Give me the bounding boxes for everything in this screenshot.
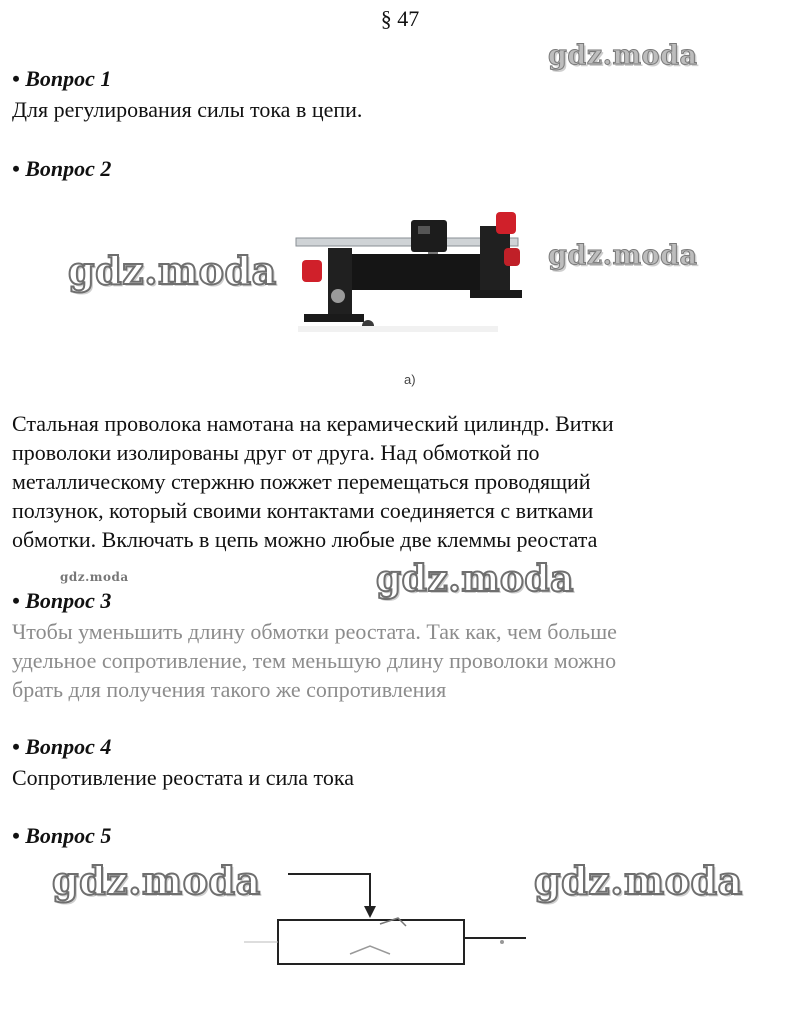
watermark: gdz.moda [548, 240, 698, 271]
answer-line: проволоки изолированы друг от друга. Над обмоткой по [12, 440, 540, 465]
rheostat-photo [258, 186, 548, 398]
question-4-answer: Сопротивление реостата и сила тока [12, 765, 354, 790]
answer-line: ползунок, который своими контактами соединяется с витками [12, 498, 594, 523]
rheostat-diagram [230, 862, 550, 972]
figure-label: а) [404, 372, 416, 387]
section-number: § 47 [380, 6, 420, 31]
question-1-label: • Вопрос 1 [12, 66, 112, 91]
question-3-label: • Вопрос 3 [12, 588, 112, 613]
answer-line: удельное сопротивление, тем меньшую длину проволоки можно [12, 648, 617, 673]
answer-line: брать для получения такого же сопротивления [12, 677, 447, 702]
watermark: gdz.moda [52, 858, 261, 903]
question-1-answer: Для регулирования силы тока в цепи. [12, 97, 363, 122]
watermark: gdz.moda [534, 858, 743, 903]
question-2-label: • Вопрос 2 [12, 156, 112, 181]
answer-line: Стальная проволока намотана на керамический цилиндр. Витки [12, 411, 614, 436]
answer-line: Чтобы уменьшить длину обмотки реостата. Так как, чем больше [12, 619, 617, 644]
watermark: gdz.moda [548, 40, 698, 71]
watermark-small: gdz.moda [60, 570, 129, 584]
answer-line: металлическому стержню пожжет перемещаться проводящий [12, 469, 591, 494]
answer-line: обмотки. Включать в цепь можно любые две клеммы реостата [12, 527, 598, 552]
question-2-answer [12, 409, 788, 554]
question-4-label: • Вопрос 4 [12, 734, 112, 759]
question-5-label: • Вопрос 5 [12, 823, 112, 848]
watermark: gdz.moda [376, 558, 574, 600]
watermark: gdz.moda [68, 248, 277, 293]
question-3-answer [12, 617, 788, 704]
